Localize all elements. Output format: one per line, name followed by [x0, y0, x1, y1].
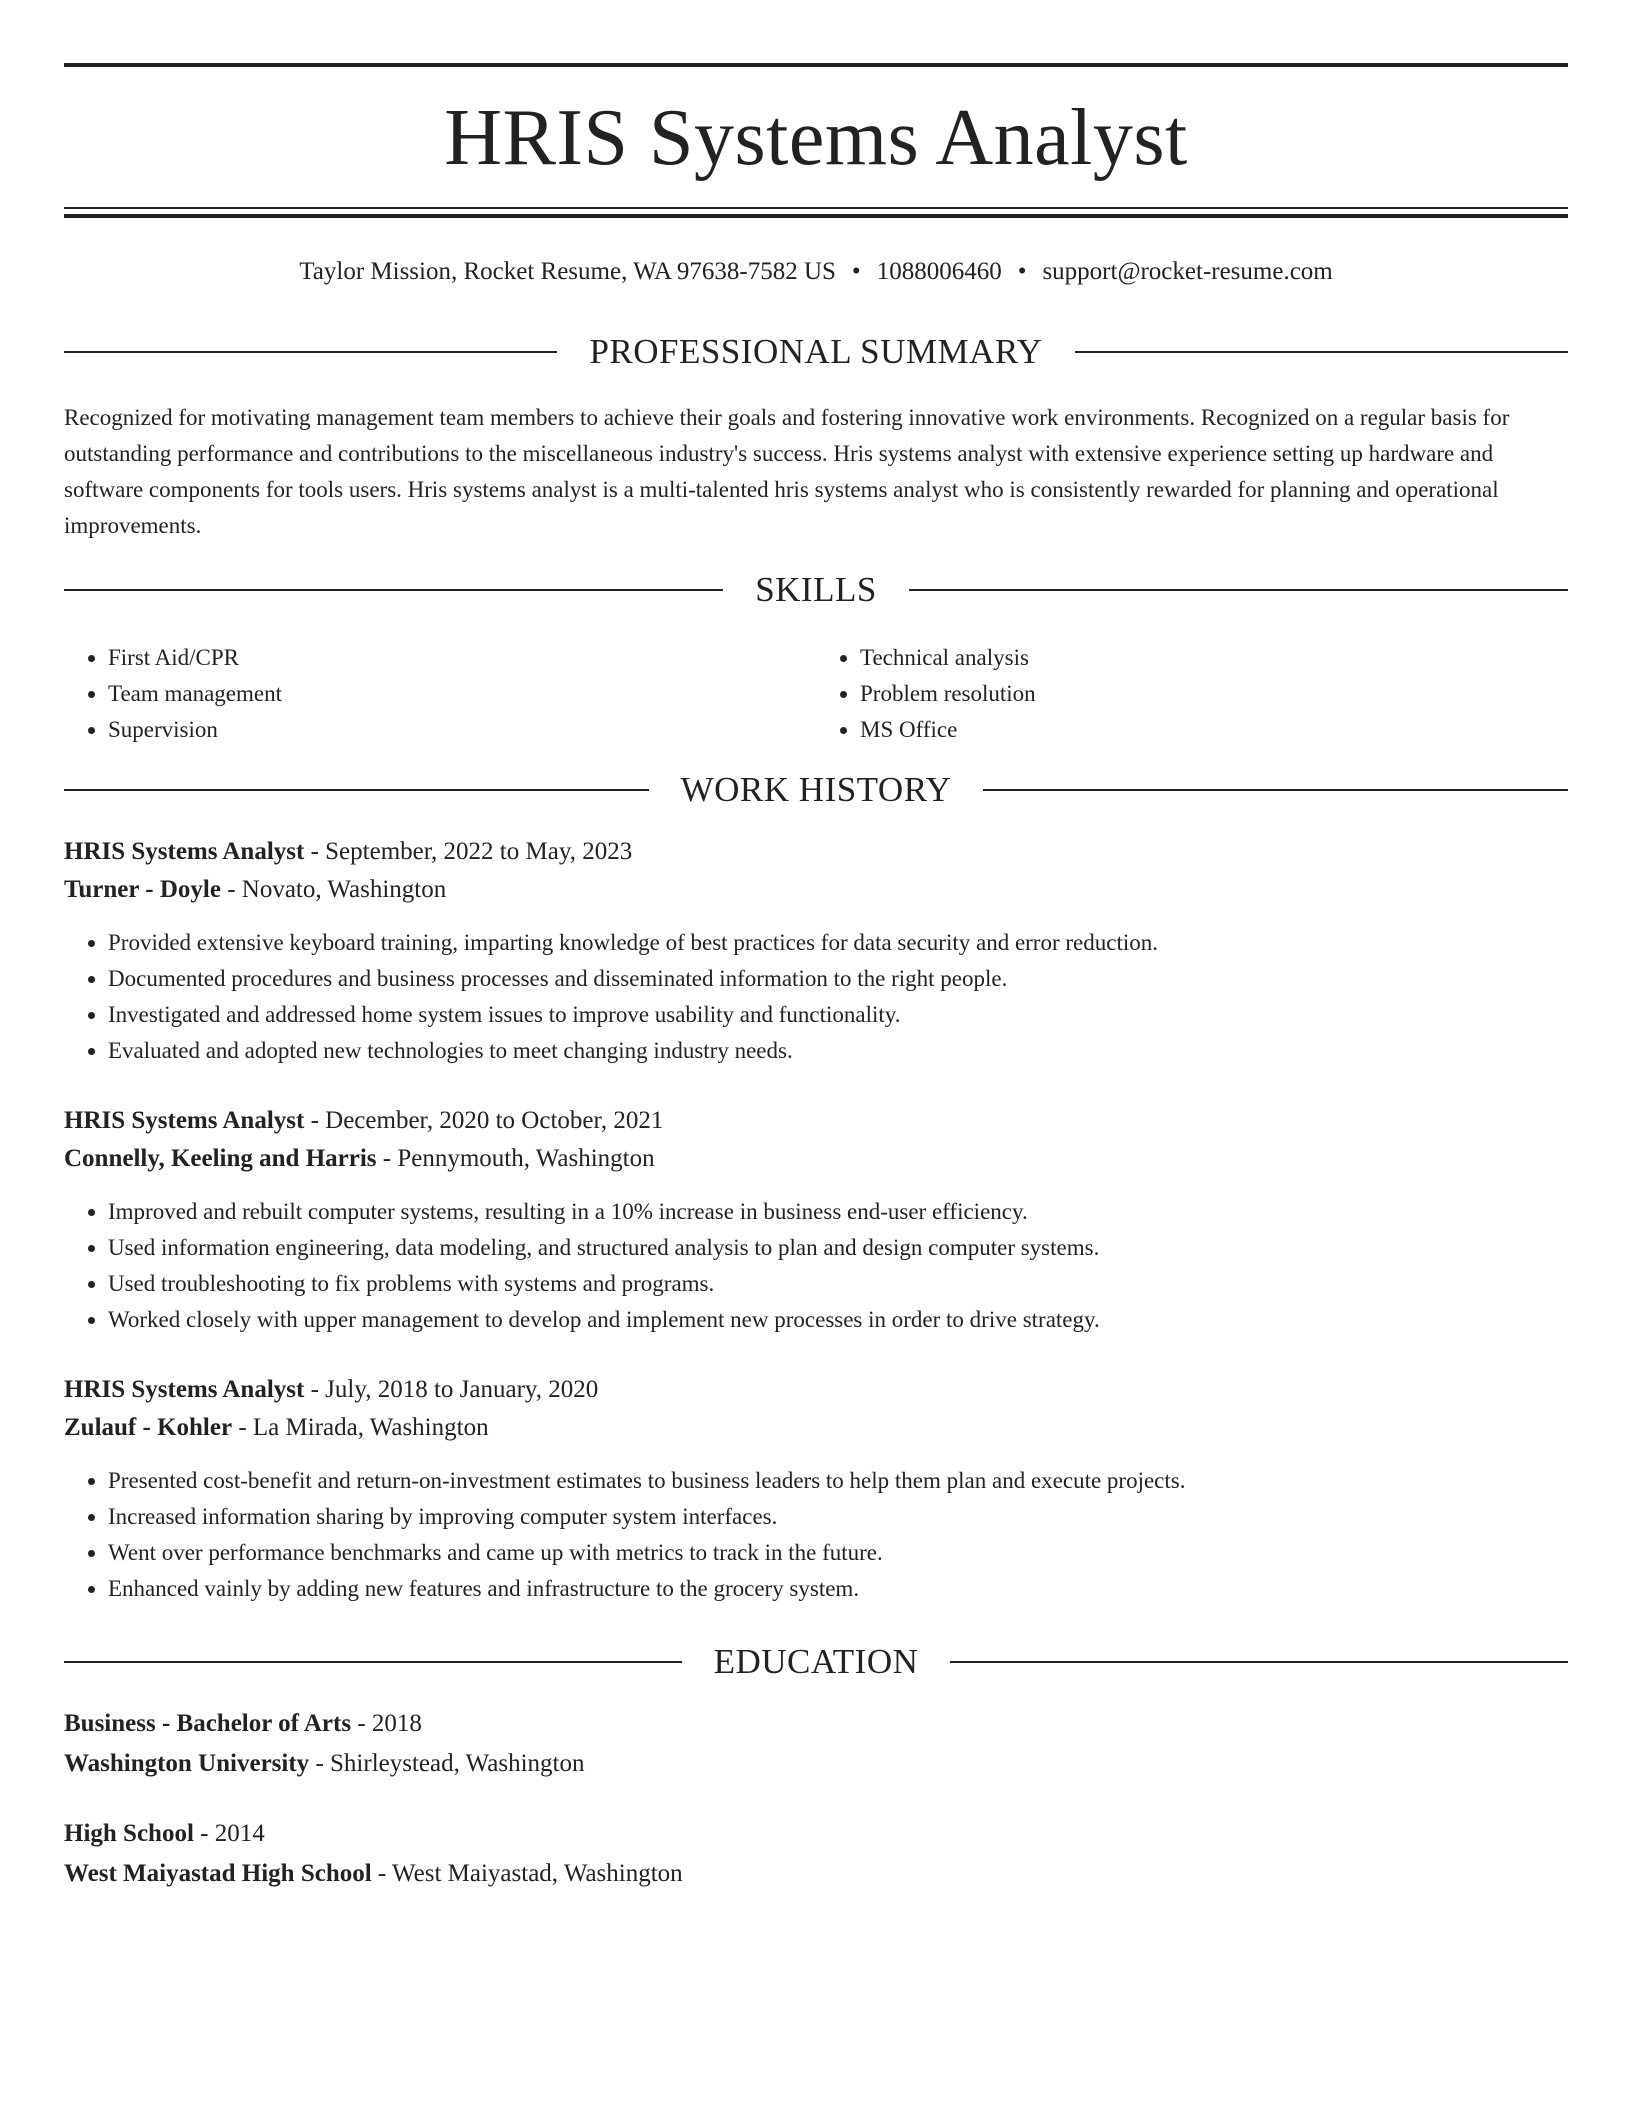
job-bullet: • Increased information sharing by improving computer system interfaces. — [108, 1499, 1568, 1535]
skill-item: • Team management — [108, 676, 816, 712]
double-rule — [64, 207, 1568, 219]
job-company: Connelly, Keeling and Harris — [64, 1145, 377, 1172]
job-bullet: • Investigated and addressed home system issues to improve usability and functionality. — [108, 997, 1568, 1033]
job-bullet: • Worked closely with upper management to develop and implement new processes in order to drive strategy. — [108, 1302, 1568, 1338]
top-rule — [64, 63, 1568, 67]
job-company: Zulauf - Kohler — [64, 1414, 233, 1441]
contact-line — [64, 254, 1568, 290]
education-entry — [64, 1704, 1568, 1784]
job-entry — [64, 1371, 1568, 1607]
job-bullets — [64, 1463, 1568, 1607]
job-dates: - December, 2020 to October, 2021 — [310, 1107, 664, 1134]
skills-list — [64, 640, 1568, 748]
job-bullet: • Presented cost-benefit and return-on-investment estimates to business leaders to help them plan and execute projects. — [108, 1463, 1568, 1499]
edu-school: West Maiyastad High School — [64, 1860, 372, 1887]
section-heading-skills — [64, 568, 1568, 612]
job-bullet: • Evaluated and adopted new technologies to meet changing industry needs. — [108, 1033, 1568, 1069]
job-entry — [64, 1102, 1568, 1338]
job-location: - Pennymouth, Washington — [382, 1145, 655, 1172]
skill-item: • Supervision — [108, 712, 816, 748]
contact-address: Taylor Mission, Rocket Resume, WA 97638-7582 US — [299, 258, 836, 285]
job-bullet: • Used troubleshooting to fix problems with systems and programs. — [108, 1266, 1568, 1302]
skill-item: • Problem resolution — [860, 676, 1568, 712]
job-bullets — [64, 925, 1568, 1069]
skills-column-left — [64, 640, 816, 748]
job-bullet: • Improved and rebuilt computer systems, resulting in a 10% increase in business end-user efficiency. — [108, 1194, 1568, 1230]
job-title: HRIS Systems Analyst — [64, 838, 305, 865]
page-title: HRIS Systems Analyst — [444, 94, 1188, 182]
skills-column-right — [816, 640, 1568, 748]
section-heading-education — [64, 1640, 1568, 1684]
job-entry — [64, 833, 1568, 1069]
skill-item: • First Aid/CPR — [108, 640, 816, 676]
section-title: SKILLS — [755, 570, 877, 609]
job-dates: - July, 2018 to January, 2020 — [310, 1376, 599, 1403]
edu-school: Washington University — [64, 1750, 310, 1777]
skill-item: • MS Office — [860, 712, 1568, 748]
contact-separator: • — [851, 258, 861, 285]
job-bullet: • Provided extensive keyboard training, imparting knowledge of best practices for data security and error reduction. — [108, 925, 1568, 961]
edu-degree: Business - Bachelor of Arts — [64, 1710, 352, 1737]
section-title: EDUCATION — [713, 1642, 919, 1681]
job-dates: - September, 2022 to May, 2023 — [310, 838, 633, 865]
job-location: - Novato, Washington — [227, 876, 447, 903]
contact-phone: 1088006460 — [876, 258, 1002, 285]
edu-location: - Shirleystead, Washington — [315, 1750, 585, 1777]
job-company: Turner - Doyle — [64, 876, 221, 903]
job-bullet: • Documented procedures and business processes and disseminated information to the right people. — [108, 961, 1568, 997]
job-bullet: • Enhanced vainly by adding new features and infrastructure to the grocery system. — [108, 1571, 1568, 1607]
education-entry — [64, 1814, 1568, 1894]
contact-separator: • — [1017, 258, 1027, 285]
contact-email: support@rocket-resume.com — [1042, 258, 1333, 285]
edu-year: - 2014 — [200, 1820, 265, 1847]
section-heading-summary — [64, 330, 1568, 374]
section-heading-work-history — [64, 768, 1568, 812]
job-title: HRIS Systems Analyst — [64, 1107, 305, 1134]
edu-degree: High School — [64, 1820, 194, 1847]
edu-year: - 2018 — [357, 1710, 422, 1737]
skill-item: • Technical analysis — [860, 640, 1568, 676]
section-title: WORK HISTORY — [680, 770, 952, 809]
summary-text: Recognized for motivating management team members to achieve their goals and fostering innovative work environments. Recognized on a regular basis for outstanding performance and contributions to the miscellaneous industry's success. Hris systems analyst with extensive experience setting up hardware and software components for tools users. Hris systems analyst is a multi-talented hris systems analyst who is consistently rewarded for planning and operational improvements. — [64, 405, 1510, 538]
edu-location: - West Maiyastad, Washington — [377, 1860, 683, 1887]
job-location: - La Mirada, Washington — [238, 1414, 489, 1441]
job-bullets — [64, 1194, 1568, 1338]
job-bullet: • Went over performance benchmarks and came up with metrics to track in the future. — [108, 1535, 1568, 1571]
job-bullet: • Used information engineering, data modeling, and structured analysis to plan and design computer systems. — [108, 1230, 1568, 1266]
section-title: PROFESSIONAL SUMMARY — [589, 332, 1043, 371]
job-title: HRIS Systems Analyst — [64, 1376, 305, 1403]
